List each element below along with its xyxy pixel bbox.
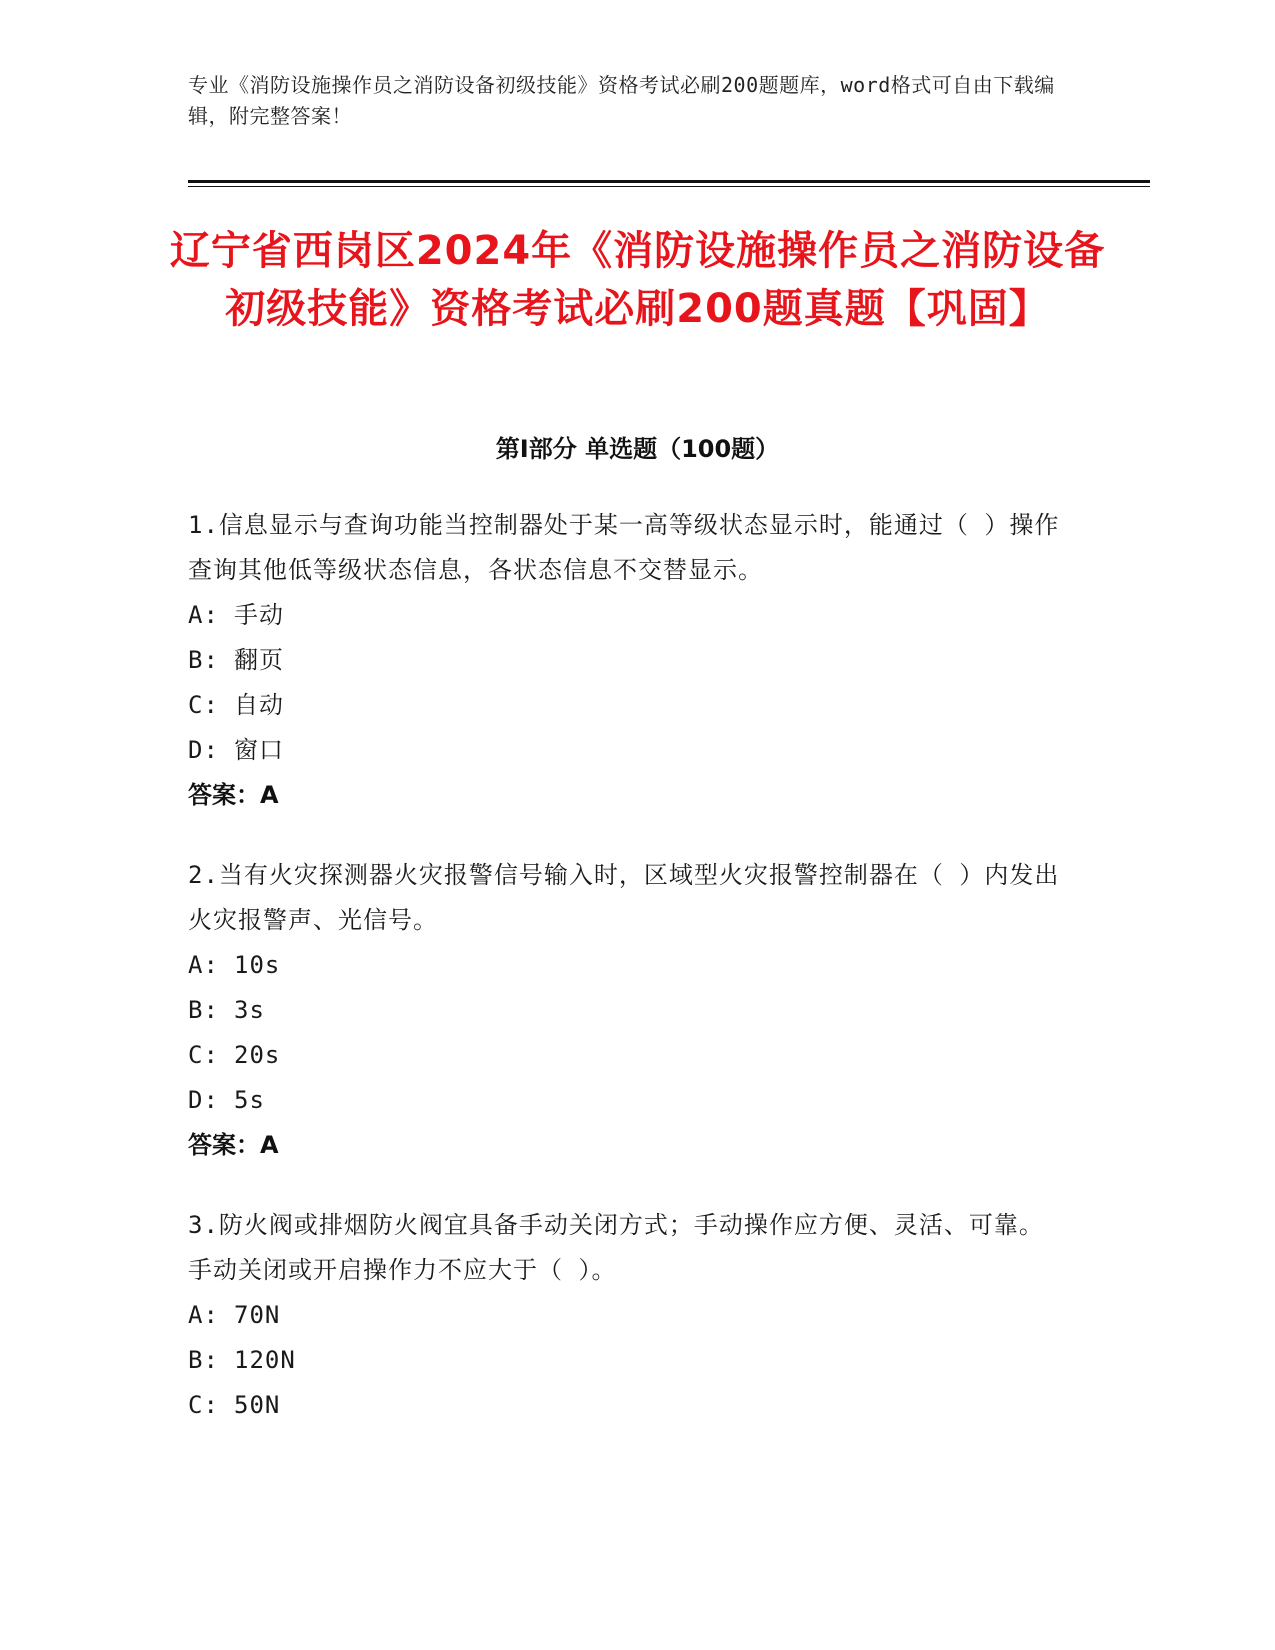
option-text: 翻页 <box>234 646 284 674</box>
option-c <box>188 1383 1068 1428</box>
question-1 <box>188 503 1068 818</box>
option-text: 120N <box>234 1346 296 1374</box>
option-key: D: <box>188 1086 219 1114</box>
option-key: B: <box>188 646 219 674</box>
option-text: 窗口 <box>234 736 284 764</box>
option-key: B: <box>188 996 219 1024</box>
option-text: 3s <box>234 996 265 1024</box>
option-c <box>188 683 1068 728</box>
answer: 答案：A <box>188 1131 279 1159</box>
option-key: A: <box>188 601 219 629</box>
question-stem: 1.信息显示与查询功能当控制器处于某一高等级状态显示时，能通过（ ）操作查询其他低等级状态信息，各状态信息不交替显示。 <box>188 511 1060 584</box>
option-text: 自动 <box>234 691 284 719</box>
question-2 <box>188 853 1068 1168</box>
question-3 <box>188 1203 1068 1428</box>
question-stem: 3.防火阀或排烟防火阀宜具备手动关闭方式；手动操作应方便、灵活、可靠。手动关闭或开启操作力不应大于（ ）。 <box>188 1211 1044 1284</box>
option-text: 70N <box>234 1301 281 1329</box>
option-a <box>188 593 1068 638</box>
option-key: D: <box>188 736 219 764</box>
section-heading: 第I部分 单选题（100题） <box>495 435 780 463</box>
option-a <box>188 943 1068 988</box>
header-rule-thin <box>188 186 1150 187</box>
option-d <box>188 1078 1068 1123</box>
option-b <box>188 1338 1068 1383</box>
header-note: 专业《消防设施操作员之消防设备初级技能》资格考试必刷200题题库，word格式可自由下载编辑，附完整答案！ <box>188 73 1055 128</box>
option-text: 5s <box>234 1086 265 1114</box>
answer: 答案：A <box>188 781 279 809</box>
option-text: 20s <box>234 1041 281 1069</box>
option-b <box>188 638 1068 683</box>
option-a <box>188 1293 1068 1338</box>
option-key: A: <box>188 1301 219 1329</box>
option-key: B: <box>188 1346 219 1374</box>
option-text: 10s <box>234 951 281 979</box>
option-b <box>188 988 1068 1033</box>
option-key: C: <box>188 691 219 719</box>
option-key: A: <box>188 951 219 979</box>
question-stem: 2.当有火灾探测器火灾报警信号输入时，区域型火灾报警控制器在（ ）内发出火灾报警声、光信号。 <box>188 861 1060 934</box>
option-text: 50N <box>234 1391 281 1419</box>
document-title: 辽宁省西岗区2024年《消防设施操作员之消防设备初级技能》资格考试必刷200题真题【巩固】 <box>169 228 1106 332</box>
option-key: C: <box>188 1041 219 1069</box>
option-key: C: <box>188 1391 219 1419</box>
header-rule-thick <box>188 180 1150 183</box>
option-c <box>188 1033 1068 1078</box>
option-text: 手动 <box>234 601 284 629</box>
option-d <box>188 728 1068 773</box>
